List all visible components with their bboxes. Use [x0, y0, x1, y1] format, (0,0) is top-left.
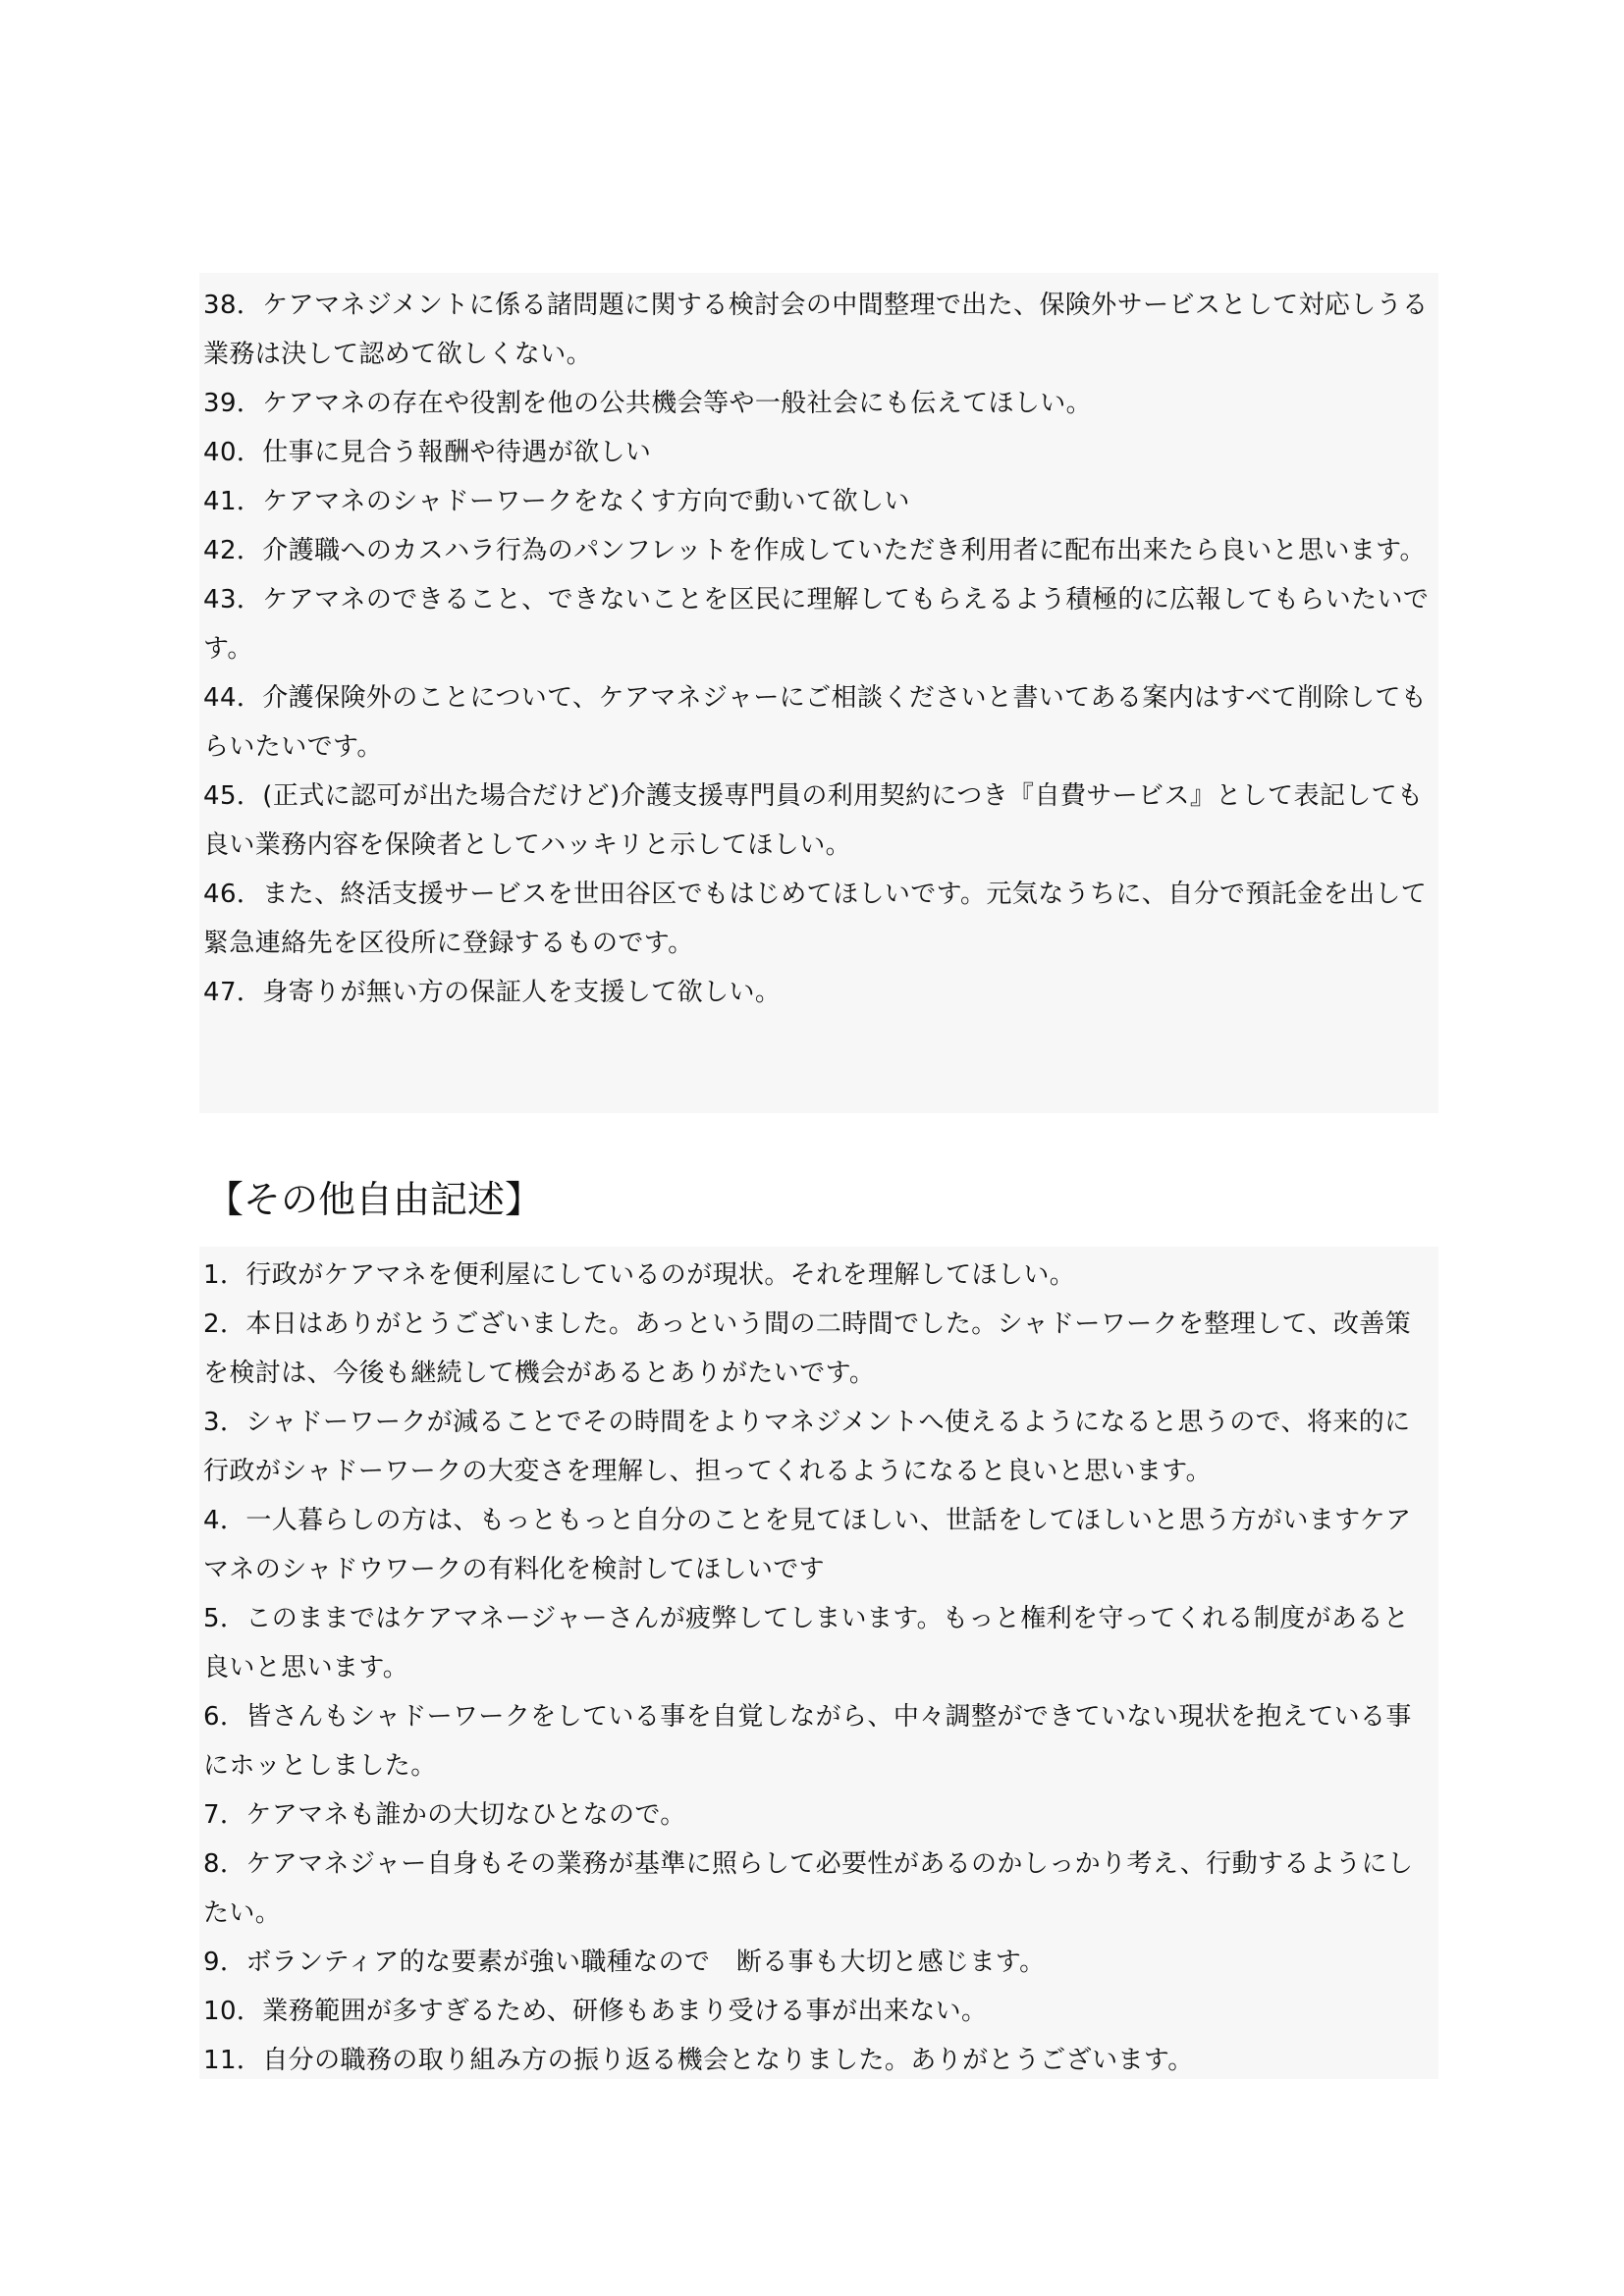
list-item: 42．介護職へのカスハラ行為のパンフレットを作成していただき利用者に配布出来たら良いと思います。 [203, 536, 1426, 565]
list-item: 11．自分の職務の取り組み方の振り返る機会となりました。ありがとうございます。 [203, 2046, 1194, 2075]
list-item: 46．また、終活支援サービスを世田谷区でもはじめてほしいです。元気なうちに、自分で預託金を出して緊急連絡先を区役所に登録するものです。 [203, 880, 1428, 958]
list-item: 41．ケアマネのシャドーワークをなくす方向で動いて欲しい [203, 487, 910, 516]
list-item: 7．ケアマネも誰かの大切なひとなので。 [203, 1800, 686, 1830]
list-item: 5．このままではケアマネージャーさんが疲弊してしまいます。もっと権利を守ってくれる制度があると良いと思います。 [203, 1604, 1410, 1682]
list-item: 2．本日はありがとうございました。あっという間の二時間でした。シャドーワークを整理して、改善策を検討は、今後も継続して機会があるとありがたいです。 [203, 1309, 1412, 1388]
list-item: 44．介護保険外のことについて、ケアマネジャーにご相談くださいと書いてある案内はすべて削除してもらいたいです。 [203, 683, 1428, 762]
list-item: 40．仕事に見合う報酬や待遇が欲しい [203, 438, 652, 467]
list-item: 45．(正式に認可が出た場合だけど)介護支援専門員の利用契約につき『自費サービス』として表記しても良い業務内容を保険者としてハッキリと示してほしい。 [203, 781, 1424, 860]
list-item: 9．ボランティア的な要素が強い職種なので 断る事も大切と感じます。 [203, 1948, 1046, 1977]
list-item: 43．ケアマネのできること、できないことを区民に理解してもらえるよう積極的に広報してもらいたいです。 [203, 585, 1430, 664]
list-item: 10．業務範囲が多すぎるため、研修もあまり受ける事が出来ない。 [203, 1997, 988, 2026]
list-item: 4．一人暮らしの方は、もっともっと自分のことを見てほしい、世話をしてほしいと思う方がいますケアマネのシャドウワークの有料化を検討してほしいです [203, 1506, 1412, 1584]
requests-list [199, 273, 1438, 1113]
list-item: 3．シャドーワークが減ることでその時間をよりマネジメントへ使えるようになると思うので、将来的に行政がシャドーワークの大変さを理解し、担ってくれるようになると良いと思います。 [203, 1408, 1411, 1486]
list-item: 8．ケアマネジャー自身もその業務が基準に照らして必要性があるのかしっかり考え、行動するようにしたい。 [203, 1849, 1414, 1928]
list-item: 6．皆さんもシャドーワークをしている事を自覚しながら、中々調整ができていない現状を抱えている事にホッとしました。 [203, 1702, 1412, 1781]
free-comments-list [199, 1247, 1438, 2079]
list-item: 1．行政がケアマネを便利屋にしているのが現状。それを理解してほしい。 [203, 1260, 1076, 1290]
list-item: 39．ケアマネの存在や役割を他の公共機会等や一般社会にも伝えてほしい。 [203, 389, 1093, 418]
list-item: 47．身寄りが無い方の保証人を支援して欲しい。 [203, 978, 782, 1007]
list-item: 38．ケアマネジメントに係る諸問題に関する検討会の中間整理で出た、保険外サービスとして対応しうる業務は決して認めて欲しくない。 [203, 291, 1429, 369]
section-heading: 【その他自由記述】 [206, 1178, 543, 1221]
